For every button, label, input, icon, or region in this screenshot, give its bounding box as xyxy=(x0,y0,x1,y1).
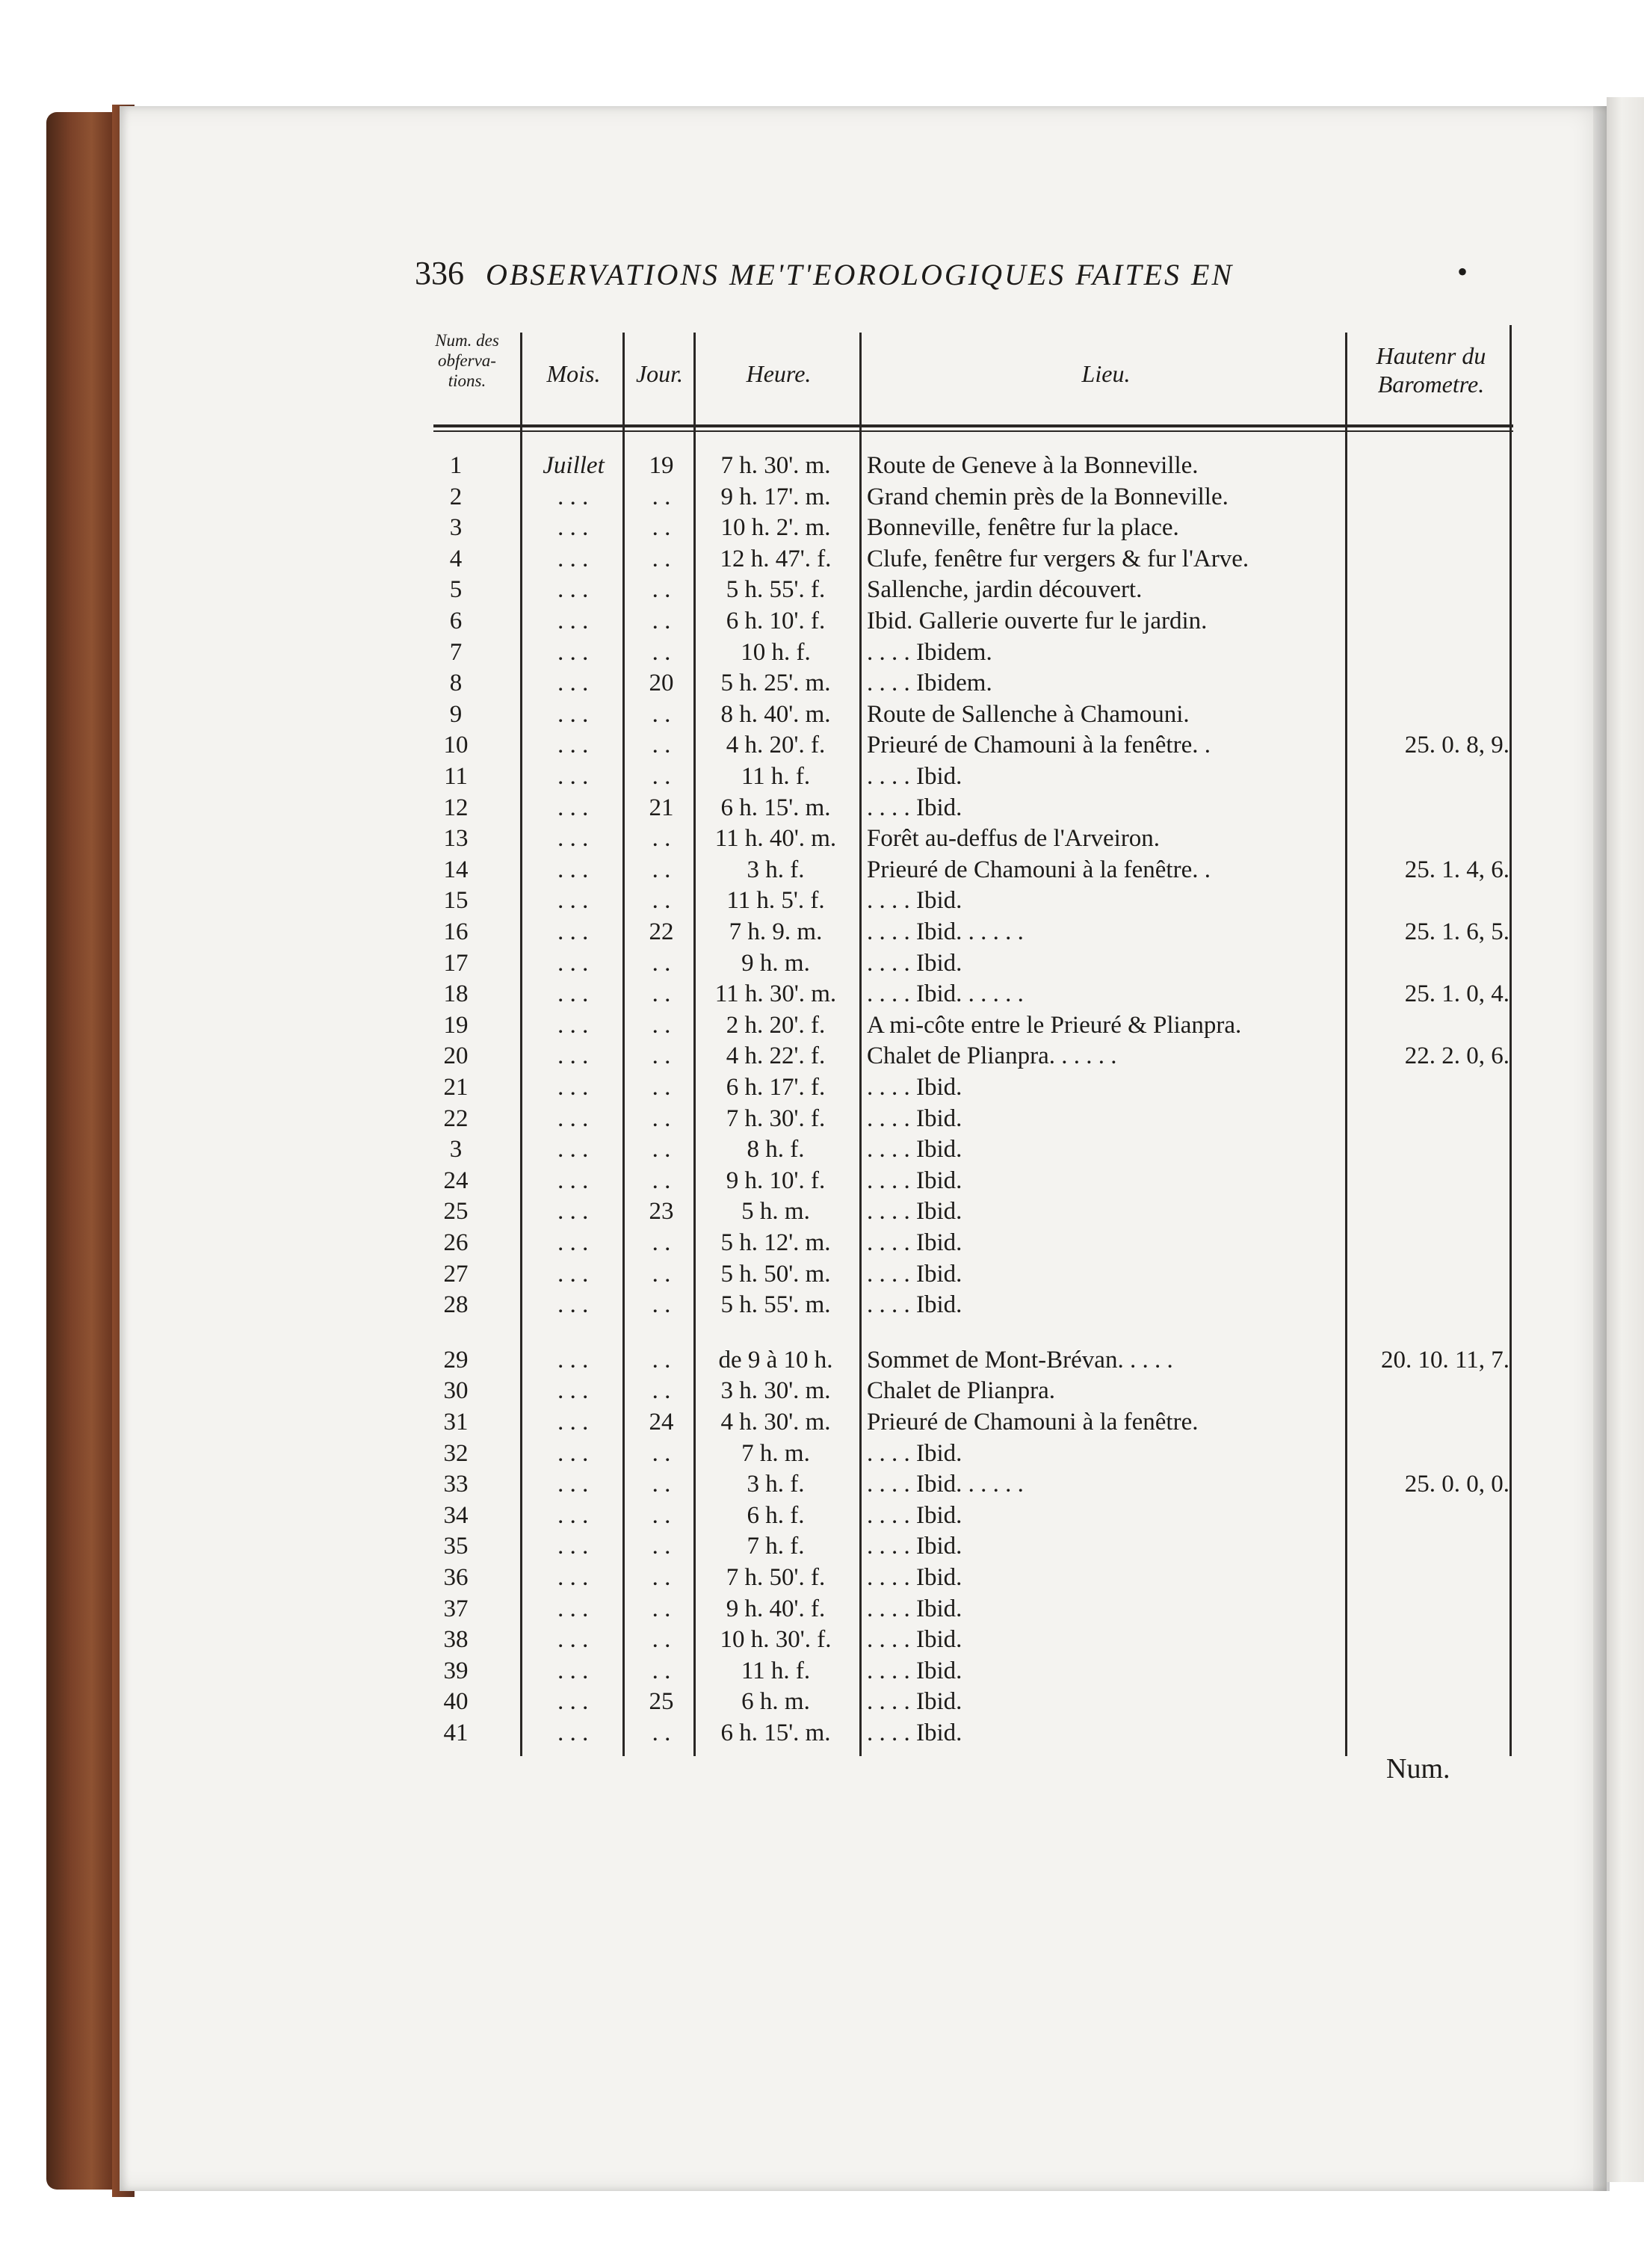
cell-num: 26 xyxy=(443,1229,469,1256)
cell-heure: 5 h. 50'. m. xyxy=(720,1260,831,1288)
table-row xyxy=(0,1229,1644,1261)
cell-jour: . . xyxy=(652,1346,671,1374)
cell-jour: . . xyxy=(652,638,671,666)
header-mois: Mois. xyxy=(546,360,601,387)
cell-jour: . . xyxy=(652,608,671,634)
cell-lieu: . . . . Ibid. xyxy=(867,1439,962,1467)
table-row xyxy=(0,980,1644,1012)
table-row xyxy=(0,1688,1644,1719)
cell-heure: 9 h. m. xyxy=(741,949,810,977)
cell-heure: 6 h. 17'. f. xyxy=(726,1074,826,1101)
cell-heure: 11 h. 5'. f. xyxy=(726,887,825,915)
cell-jour: 23 xyxy=(649,1198,674,1226)
cell-jour: . . xyxy=(652,732,671,759)
table-row xyxy=(0,1595,1644,1627)
cell-mois: . . . xyxy=(557,732,590,759)
cell-heure: 3 h. f. xyxy=(747,1471,805,1498)
cell-mois: . . . xyxy=(557,1501,590,1529)
table-row xyxy=(0,763,1644,794)
cell-mois: . . . xyxy=(557,1011,590,1039)
cell-mois: . . . xyxy=(557,608,590,634)
header-num xyxy=(415,330,519,391)
cell-num: 41 xyxy=(443,1719,469,1746)
cell-heure: 5 h. 12'. m. xyxy=(720,1229,831,1256)
cell-jour: . . xyxy=(652,1564,671,1591)
table-row xyxy=(0,1074,1644,1105)
cell-heure: 7 h. f. xyxy=(747,1533,805,1560)
cell-num: 28 xyxy=(443,1291,469,1319)
cell-mois: . . . xyxy=(557,1377,590,1405)
table-row xyxy=(0,1502,1644,1533)
cell-mois: . . . xyxy=(557,1626,590,1654)
table-row xyxy=(0,639,1644,670)
cell-mois: . . . xyxy=(557,949,590,977)
cell-num: 19 xyxy=(443,1011,469,1039)
cell-lieu: Clufe, fenêtre fur vergers & fur l'Arve. xyxy=(867,545,1249,572)
table-row xyxy=(0,483,1644,515)
cell-lieu: Grand chemin près de la Bonneville. xyxy=(867,483,1229,510)
table-row xyxy=(0,1261,1644,1292)
cell-mois: . . . xyxy=(557,1136,590,1164)
cell-lieu: . . . . Ibid. xyxy=(867,887,962,915)
cell-num: 34 xyxy=(443,1501,469,1529)
cell-jour: . . xyxy=(652,1657,671,1684)
cell-mois: . . . xyxy=(557,794,590,821)
cell-jour: . . xyxy=(652,545,671,572)
cell-lieu: . . . . Ibid. xyxy=(867,1104,962,1132)
cell-jour: . . xyxy=(652,1626,671,1654)
cell-mois: . . . xyxy=(557,483,590,510)
cell-heure: 4 h. 30'. m. xyxy=(720,1409,831,1436)
table-row xyxy=(0,1347,1644,1378)
cell-jour: . . xyxy=(652,1533,671,1560)
cell-baro: 25. 1. 4, 6. xyxy=(1404,856,1509,883)
cell-heure: 10 h. 2'. m. xyxy=(720,514,831,542)
cell-jour: . . xyxy=(652,763,671,790)
table-row xyxy=(0,1657,1644,1689)
table-row xyxy=(0,1198,1644,1229)
cell-jour: . . xyxy=(652,980,671,1008)
cell-mois: . . . xyxy=(557,638,590,666)
cell-mois: . . . xyxy=(557,1167,590,1194)
cell-heure: 9 h. 17'. m. xyxy=(720,483,831,510)
table-row xyxy=(0,732,1644,763)
cell-lieu: . . . . Ibid. . . . . . xyxy=(867,918,1024,945)
cell-heure: 10 h. 30'. f. xyxy=(720,1626,832,1654)
cell-num: 27 xyxy=(443,1260,469,1288)
cell-lieu: Route de Sallenche à Chamouni. xyxy=(867,700,1190,728)
cell-jour: . . xyxy=(652,483,671,510)
cell-heure: 11 h. f. xyxy=(741,763,811,790)
cell-jour: . . xyxy=(652,1377,671,1405)
table-row xyxy=(0,1012,1644,1043)
cell-mois: Juillet xyxy=(543,452,605,479)
cell-num: 35 xyxy=(443,1533,469,1560)
cell-heure: 6 h. 15'. m. xyxy=(720,794,831,821)
cell-lieu: . . . . Ibid. xyxy=(867,763,962,790)
cell-heure: de 9 à 10 h. xyxy=(718,1346,833,1374)
cell-jour: . . xyxy=(652,1439,671,1467)
cell-lieu: . . . . Ibid. . . . . . xyxy=(867,1471,1024,1498)
cell-num: 21 xyxy=(443,1074,469,1101)
cell-num: 5 xyxy=(449,576,463,604)
table-row xyxy=(0,918,1644,950)
cell-lieu: . . . . Ibidem. xyxy=(867,638,992,666)
cell-num: 3 xyxy=(449,1136,463,1164)
head-ornament: • xyxy=(1457,255,1468,288)
cell-num: 3 xyxy=(449,514,463,542)
cell-lieu: . . . . Ibid. xyxy=(867,1501,962,1529)
cell-num: 4 xyxy=(449,545,463,572)
table-row xyxy=(0,1105,1644,1137)
cell-heure: 5 h. 55'. f. xyxy=(726,576,826,604)
cell-mois: . . . xyxy=(557,1595,590,1622)
table-row xyxy=(0,1719,1644,1751)
cell-mois: . . . xyxy=(557,1104,590,1132)
cell-heure: 3 h. f. xyxy=(747,856,805,883)
cell-mois: . . . xyxy=(557,1564,590,1591)
table-row xyxy=(0,1626,1644,1657)
cell-lieu: . . . . Ibidem. xyxy=(867,670,992,697)
cell-jour: . . xyxy=(652,700,671,728)
cell-heure: 5 h. m. xyxy=(741,1198,810,1226)
cell-heure: 10 h. f. xyxy=(741,638,811,666)
cell-lieu: . . . . Ibid. xyxy=(867,1291,962,1319)
cell-heure: 7 h. 30'. f. xyxy=(726,1104,826,1132)
cell-lieu: . . . . Ibid. xyxy=(867,1260,962,1288)
cell-lieu: . . . . Ibid. xyxy=(867,949,962,977)
cell-lieu: . . . . Ibid. xyxy=(867,1626,962,1654)
cell-num: 2 xyxy=(449,483,463,510)
cell-num: 36 xyxy=(443,1564,469,1591)
cell-jour: . . xyxy=(652,825,671,853)
cell-mois: . . . xyxy=(557,1533,590,1560)
header-baro-line2: Barometre. xyxy=(1377,370,1485,398)
cell-lieu: Prieuré de Chamouni à la fenêtre. xyxy=(867,1409,1199,1436)
cell-jour: 19 xyxy=(649,452,674,479)
cell-lieu: Ibid. Gallerie ouverte fur le jardin. xyxy=(867,608,1208,634)
cell-baro: 20. 10. 11, 7. xyxy=(1380,1346,1509,1374)
cell-lieu: . . . . Ibid. xyxy=(867,1595,962,1622)
cell-mois: . . . xyxy=(557,1719,590,1746)
table-row xyxy=(0,794,1644,826)
cell-heure: 6 h. 10'. f. xyxy=(726,608,826,634)
cell-num: 1 xyxy=(449,452,463,479)
cell-lieu: . . . . Ibid. xyxy=(867,1688,962,1716)
cell-heure: 3 h. 30'. m. xyxy=(720,1377,831,1405)
table-row xyxy=(0,1042,1644,1074)
cell-jour: 25 xyxy=(649,1688,674,1716)
cell-jour: . . xyxy=(652,1136,671,1164)
cell-mois: . . . xyxy=(557,1229,590,1256)
cell-mois: . . . xyxy=(557,576,590,604)
cell-num: 24 xyxy=(443,1167,469,1194)
cell-lieu: . . . . Ibid. xyxy=(867,1167,962,1194)
cell-heure: 4 h. 20'. f. xyxy=(726,732,826,759)
cell-heure: 5 h. 25'. m. xyxy=(720,670,831,697)
cell-heure: 7 h. m. xyxy=(741,1439,810,1467)
cell-heure: 2 h. 20'. f. xyxy=(726,1011,826,1039)
cell-mois: . . . xyxy=(557,1198,590,1226)
cell-heure: 11 h. f. xyxy=(741,1657,811,1684)
cell-num: 10 xyxy=(443,732,469,759)
table-row xyxy=(0,514,1644,546)
table-row xyxy=(0,1533,1644,1564)
cell-jour: . . xyxy=(652,1229,671,1256)
cell-num: 7 xyxy=(449,638,463,666)
header-jour: Jour. xyxy=(635,360,684,387)
table-row xyxy=(0,1136,1644,1167)
cell-lieu: Sommet de Mont-Brévan. . . . . xyxy=(867,1346,1173,1374)
table-row xyxy=(0,1167,1644,1199)
header-num-line2: obfervа- xyxy=(438,351,496,371)
cell-jour: . . xyxy=(652,1291,671,1319)
cell-heure: 8 h. 40'. m. xyxy=(720,700,831,728)
cell-num: 33 xyxy=(443,1471,469,1498)
table-row xyxy=(0,670,1644,701)
cell-jour: . . xyxy=(652,1471,671,1498)
cell-lieu: Chalet de Plianpra. . . . . . xyxy=(867,1042,1117,1070)
cell-num: 6 xyxy=(449,608,463,634)
cell-jour: . . xyxy=(652,1074,671,1101)
cell-lieu: . . . . Ibid. xyxy=(867,1719,962,1746)
cell-num: 31 xyxy=(443,1409,469,1436)
cell-mois: . . . xyxy=(557,514,590,542)
cell-lieu: Prieuré de Chamouni à la fenêtre. . xyxy=(867,732,1211,759)
cell-num: 8 xyxy=(449,670,463,697)
table-row xyxy=(0,701,1644,732)
cell-heure: 6 h. f. xyxy=(747,1501,805,1529)
page-title: OBSERVATIONS ME'T'EOROLOGIQUES FAITES EN xyxy=(486,258,1234,291)
cell-heure: 12 h. 47'. f. xyxy=(720,545,832,572)
cell-jour: . . xyxy=(652,1104,671,1132)
cell-heure: 11 h. 30'. m. xyxy=(714,980,837,1008)
cell-lieu: . . . . Ibid. xyxy=(867,1074,962,1101)
cell-mois: . . . xyxy=(557,1074,590,1101)
cell-jour: . . xyxy=(652,1042,671,1070)
table-row xyxy=(0,856,1644,888)
cell-num: 37 xyxy=(443,1595,469,1622)
header-baro-line1: Hautenr du xyxy=(1376,342,1486,369)
header-num-line3: tions. xyxy=(448,371,486,391)
cell-mois: . . . xyxy=(557,1409,590,1436)
cell-jour: . . xyxy=(652,576,671,604)
cell-heure: 11 h. 40'. m. xyxy=(714,825,837,853)
cell-mois: . . . xyxy=(557,1042,590,1070)
cell-mois: . . . xyxy=(557,1688,590,1716)
cell-jour: . . xyxy=(652,514,671,542)
cell-num: 15 xyxy=(443,887,469,915)
cell-num: 22 xyxy=(443,1104,469,1132)
cell-heure: 6 h. 15'. m. xyxy=(720,1719,831,1746)
cell-lieu: Chalet de Plianpra. xyxy=(867,1377,1056,1405)
cell-num: 25 xyxy=(443,1198,469,1226)
cell-lieu: Route de Geneve à la Bonneville. xyxy=(867,452,1199,479)
cell-mois: . . . xyxy=(557,1471,590,1498)
cell-lieu: . . . . Ibid. . . . . . xyxy=(867,980,1024,1008)
cell-jour: . . xyxy=(652,1719,671,1746)
cell-jour: 22 xyxy=(649,918,674,945)
cell-num: 9 xyxy=(449,700,463,728)
cell-jour: . . xyxy=(652,949,671,977)
cell-baro: 25. 1. 6, 5. xyxy=(1404,918,1509,945)
cell-jour: . . xyxy=(652,1260,671,1288)
header-rule xyxy=(433,424,1513,427)
cell-mois: . . . xyxy=(557,918,590,945)
cell-jour: 24 xyxy=(649,1409,674,1436)
cell-jour: . . xyxy=(652,1011,671,1039)
cell-heure: 6 h. m. xyxy=(741,1688,810,1716)
cell-heure: 4 h. 22'. f. xyxy=(726,1042,826,1070)
cell-num: 38 xyxy=(443,1626,469,1654)
cell-heure: 5 h. 55'. m. xyxy=(720,1291,831,1319)
cell-num: 13 xyxy=(443,825,469,853)
cell-lieu: . . . . Ibid. xyxy=(867,1533,962,1560)
table-row xyxy=(0,887,1644,918)
table-row xyxy=(0,1409,1644,1440)
header-baro xyxy=(1345,342,1517,399)
cell-num: 16 xyxy=(443,918,469,945)
cell-lieu: . . . . Ibid. xyxy=(867,1564,962,1591)
table-row xyxy=(0,825,1644,856)
cell-heure: 7 h. 30'. m. xyxy=(720,452,831,479)
cell-lieu: Sallenche, jardin découvert. xyxy=(867,576,1143,604)
cell-mois: . . . xyxy=(557,763,590,790)
cell-baro: 25. 0. 0, 0. xyxy=(1404,1471,1509,1498)
cell-num: 14 xyxy=(443,856,469,883)
table-row xyxy=(0,608,1644,639)
cell-mois: . . . xyxy=(557,1260,590,1288)
cell-mois: . . . xyxy=(557,700,590,728)
cell-lieu: Bonneville, fenêtre fur la place. xyxy=(867,514,1179,542)
cell-heure: 9 h. 10'. f. xyxy=(726,1167,826,1194)
cell-mois: . . . xyxy=(557,1291,590,1319)
cell-lieu: . . . . Ibid. xyxy=(867,1229,962,1256)
table-row xyxy=(0,1440,1644,1471)
cell-num: 17 xyxy=(443,949,469,977)
cell-num: 30 xyxy=(443,1377,469,1405)
cell-mois: . . . xyxy=(557,856,590,883)
cell-mois: . . . xyxy=(557,670,590,697)
table-row xyxy=(0,546,1644,577)
cell-num: 39 xyxy=(443,1657,469,1684)
cell-heure: 7 h. 9. m. xyxy=(729,918,823,945)
cell-jour: 20 xyxy=(649,670,674,697)
cell-jour: 21 xyxy=(649,794,674,821)
cell-mois: . . . xyxy=(557,980,590,1008)
header-rule-thin xyxy=(433,430,1513,432)
table-row xyxy=(0,576,1644,608)
cell-jour: . . xyxy=(652,1595,671,1622)
running-head xyxy=(415,254,1513,299)
cell-mois: . . . xyxy=(557,825,590,853)
catchword: Num. xyxy=(1386,1753,1450,1785)
cell-num: 20 xyxy=(443,1042,469,1070)
cell-lieu: . . . . Ibid. xyxy=(867,1136,962,1164)
table-row xyxy=(0,1564,1644,1595)
cell-baro: 22. 2. 0, 6. xyxy=(1404,1042,1509,1070)
cell-num: 40 xyxy=(443,1688,469,1716)
header-heure: Heure. xyxy=(746,360,812,387)
table-row xyxy=(0,1471,1644,1502)
cell-lieu: Prieuré de Chamouni à la fenêtre. . xyxy=(867,856,1211,883)
cell-lieu: . . . . Ibid. xyxy=(867,794,962,821)
cell-mois: . . . xyxy=(557,887,590,915)
cell-mois: . . . xyxy=(557,545,590,572)
table-row xyxy=(0,1291,1644,1323)
cell-jour: . . xyxy=(652,1167,671,1194)
cell-lieu: A mi-côte entre le Prieuré & Plianpra. xyxy=(867,1011,1242,1039)
cell-lieu: Forêt au-deffus de l'Arveiron. xyxy=(867,825,1161,853)
cell-num: 29 xyxy=(443,1346,469,1374)
cell-lieu: . . . . Ibid. xyxy=(867,1657,962,1684)
cell-mois: . . . xyxy=(557,1657,590,1684)
table-row xyxy=(0,452,1644,483)
cell-jour: . . xyxy=(652,1501,671,1529)
cell-num: 32 xyxy=(443,1439,469,1467)
cell-mois: . . . xyxy=(557,1439,590,1467)
cell-jour: . . xyxy=(652,856,671,883)
cell-jour: . . xyxy=(652,887,671,915)
cell-heure: 8 h. f. xyxy=(747,1136,805,1164)
cell-baro: 25. 0. 8, 9. xyxy=(1404,732,1509,759)
cell-lieu: . . . . Ibid. xyxy=(867,1198,962,1226)
header-num-line1: Num. des xyxy=(435,331,499,350)
table-row xyxy=(0,950,1644,981)
cell-num: 11 xyxy=(444,763,468,790)
table-row xyxy=(0,1377,1644,1409)
cell-mois: . . . xyxy=(557,1346,590,1374)
page-number: 336 xyxy=(415,255,464,291)
cell-num: 18 xyxy=(443,980,469,1008)
cell-baro: 25. 1. 0, 4. xyxy=(1404,980,1509,1008)
cell-num: 12 xyxy=(443,794,469,821)
cell-heure: 9 h. 40'. f. xyxy=(726,1595,826,1622)
cell-heure: 7 h. 50'. f. xyxy=(726,1564,826,1591)
header-lieu: Lieu. xyxy=(1081,360,1131,387)
